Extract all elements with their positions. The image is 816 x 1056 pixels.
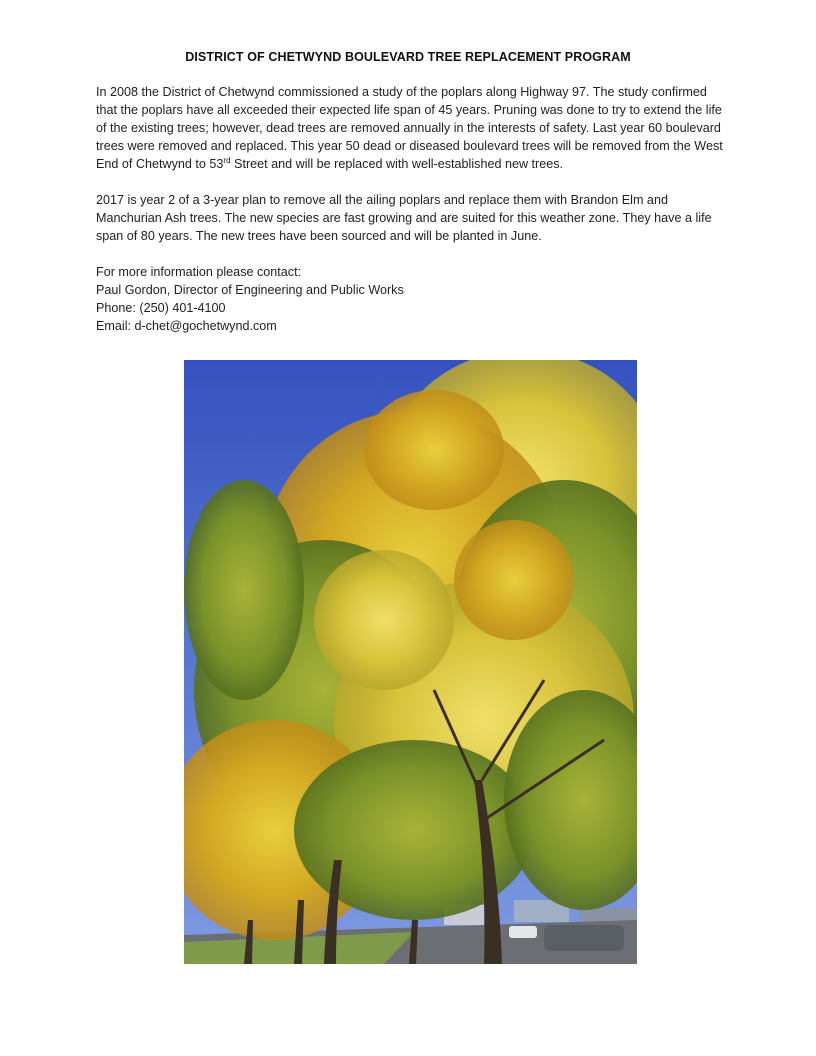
poplar-tree-photo	[184, 360, 637, 964]
document-title: DISTRICT OF CHETWYND BOULEVARD TREE REPLACEMENT PROGRAM	[185, 50, 631, 64]
paragraph-plan: 2017 is year 2 of a 3-year plan to remove all the ailing poplars and replace them with Brandon Elm and Manchurian Ash trees. The new species are fast growing and are suited for this weather zone. They have a life span of 80 years. The new trees have been sourced and will be planted in June.	[96, 193, 712, 243]
paragraph-study-text-end: Street and will be replaced with well-established new trees.	[230, 157, 564, 171]
contact-name: Paul Gordon, Director of Engineering and Public Works	[96, 283, 404, 297]
contact-phone: Phone: (250) 401-4100	[96, 301, 226, 315]
tree-photo-illustration	[184, 360, 637, 964]
ordinal-suffix: rd	[223, 155, 231, 165]
document-body	[96, 83, 726, 335]
contact-email: Email: d-chet@gochetwynd.com	[96, 319, 277, 333]
paragraph-study	[96, 83, 726, 173]
contact-intro: For more information please contact:	[96, 265, 302, 279]
paragraph-study-text: In 2008 the District of Chetwynd commissioned a study of the poplars along Highway 97. The study confirmed that the poplars have all exceeded their expected life span of 45 years. Pruning was done to try to extend the life of the existing trees; however, dead trees are removed annually in the interests of safety. Last year 60 boulevard trees were removed and replaced. This year 50 dead or diseased boulevard trees will be removed from the West End of Chetwynd to 53	[96, 85, 723, 171]
contact-block	[96, 263, 726, 335]
